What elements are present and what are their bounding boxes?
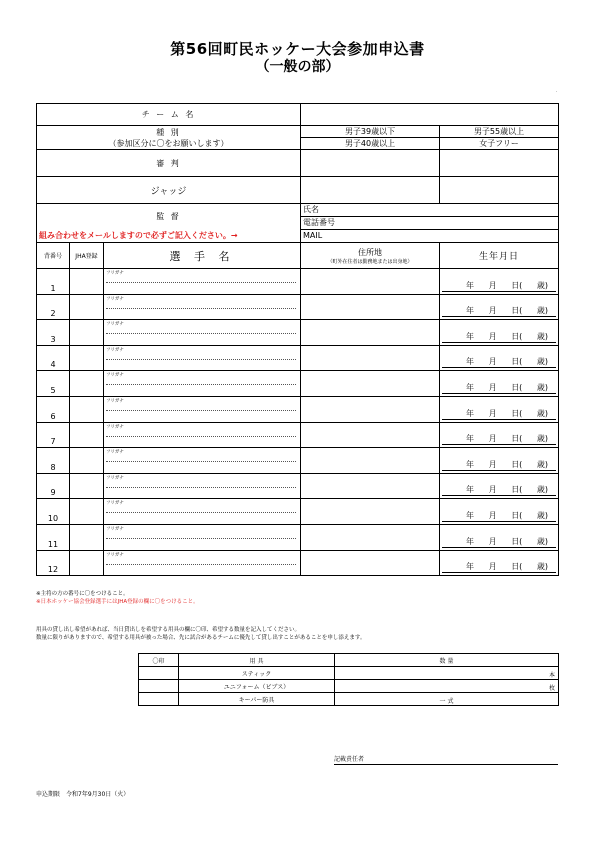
equip-mark-keeper[interactable]	[139, 693, 179, 706]
birth-day-label: 日(	[511, 357, 523, 367]
birth-age-label: 歳)	[536, 331, 549, 341]
player-address-field[interactable]	[301, 396, 440, 422]
category-option-men-39-under[interactable]: 男子39歳以下	[301, 126, 440, 138]
player-row	[37, 371, 559, 397]
col-number-header: 背番号	[37, 243, 70, 269]
player-row	[37, 524, 559, 550]
equip-mark-uniform[interactable]	[139, 680, 179, 693]
player-jha-field[interactable]	[70, 294, 104, 320]
furigana-line	[106, 431, 296, 437]
birth-year-label: 年	[466, 280, 475, 290]
player-name-field[interactable]	[104, 473, 301, 499]
birth-year-label: 年	[466, 562, 475, 572]
player-row	[37, 294, 559, 320]
birth-month-label: 月	[488, 408, 497, 418]
player-birth-field[interactable]	[440, 294, 559, 320]
category-option-men-40-over[interactable]: 男子40歳以上	[301, 138, 440, 150]
player-number[interactable]: 10	[37, 499, 70, 525]
furigana-line	[106, 507, 296, 513]
judge-label: ジャッジ	[37, 177, 301, 204]
manager-phone-field[interactable]: 電話番号	[301, 217, 559, 230]
notes-block	[36, 590, 199, 606]
birth-day-label: 日(	[511, 331, 523, 341]
category-label: 種 別	[156, 127, 181, 137]
corner-mark: .	[556, 88, 558, 93]
player-name-field[interactable]	[104, 345, 301, 371]
team-name-field[interactable]	[301, 104, 559, 126]
player-address-field[interactable]	[301, 294, 440, 320]
player-row	[37, 320, 559, 346]
jha-note: ※日本ホッケー協会登録選手にはJHA登録の欄に〇をつけること。	[36, 599, 199, 605]
birth-age-label: 歳)	[536, 536, 549, 546]
furigana-line	[106, 303, 296, 309]
player-birth-field[interactable]	[440, 396, 559, 422]
col-jha-header: JHA登録	[70, 243, 104, 269]
birth-day-label: 日(	[511, 434, 523, 444]
player-jha-field[interactable]	[70, 422, 104, 448]
form-subtitle: （一般の部）	[255, 59, 340, 75]
manager-label: 監 督	[37, 204, 301, 230]
birth-line	[442, 305, 556, 317]
player-name-field[interactable]	[104, 269, 301, 295]
player-address-field[interactable]	[301, 422, 440, 448]
player-number[interactable]: 4	[37, 345, 70, 371]
birth-month-label: 月	[488, 382, 497, 392]
player-birth-field[interactable]	[440, 524, 559, 550]
player-address-field[interactable]	[301, 524, 440, 550]
equip-header-qty: 数 量	[335, 654, 559, 667]
judge-field-2[interactable]	[440, 177, 559, 204]
col-player-header: 選 手 名	[104, 243, 301, 269]
birth-day-label: 日(	[511, 536, 523, 546]
referee-field-2[interactable]	[440, 150, 559, 177]
player-row	[37, 448, 559, 474]
player-number[interactable]: 5	[37, 371, 70, 397]
birth-age-label: 歳)	[536, 280, 549, 290]
manager-name-field[interactable]: 氏名	[301, 204, 559, 217]
furigana-label: フリガナ	[106, 450, 124, 456]
birth-day-label: 日(	[511, 280, 523, 290]
player-jha-field[interactable]	[70, 524, 104, 550]
player-number[interactable]: 12	[37, 550, 70, 576]
birth-year-label: 年	[466, 382, 475, 392]
birth-month-label: 月	[488, 536, 497, 546]
furigana-label: フリガナ	[106, 475, 124, 481]
furigana-label: フリガナ	[106, 322, 124, 328]
birth-age-label: 歳)	[536, 408, 549, 418]
category-note: （参加区分に〇をお願いします）	[108, 138, 229, 148]
player-name-field[interactable]	[104, 422, 301, 448]
furigana-label: フリガナ	[106, 526, 124, 532]
birth-day-label: 日(	[511, 382, 523, 392]
player-address-field[interactable]	[301, 269, 440, 295]
player-number[interactable]: 1	[37, 269, 70, 295]
player-jha-field[interactable]	[70, 473, 104, 499]
birth-year-label: 年	[466, 306, 475, 316]
player-birth-field[interactable]	[440, 371, 559, 397]
player-number[interactable]: 3	[37, 320, 70, 346]
player-birth-field[interactable]	[440, 269, 559, 295]
player-jha-field[interactable]	[70, 396, 104, 422]
player-number[interactable]: 9	[37, 473, 70, 499]
col-address-header	[301, 243, 440, 269]
birth-line	[442, 459, 556, 471]
birth-line	[442, 561, 556, 573]
furigana-label: フリガナ	[106, 347, 124, 353]
birth-year-label: 年	[466, 434, 475, 444]
birth-month-label: 月	[488, 434, 497, 444]
category-label-cell	[37, 126, 301, 150]
captain-note: ※主将の方の番号に〇をつけること。	[36, 591, 129, 597]
birth-day-label: 日(	[511, 408, 523, 418]
player-name-field[interactable]	[104, 320, 301, 346]
furigana-label: フリガナ	[106, 501, 124, 507]
player-birth-field[interactable]	[440, 345, 559, 371]
player-row	[37, 422, 559, 448]
player-address-field[interactable]	[301, 499, 440, 525]
equipment-note-1: 用具の貸し出し希望があれば、当日貸出しを希望する用具の欄に〇印、希望する数量を記入してください。	[36, 627, 301, 633]
furigana-line	[106, 405, 296, 411]
player-address-field[interactable]	[301, 345, 440, 371]
equip-item-stick: スティック	[179, 667, 335, 680]
player-number[interactable]: 8	[37, 448, 70, 474]
furigana-line	[106, 379, 296, 385]
player-birth-field[interactable]	[440, 448, 559, 474]
birth-age-label: 歳)	[536, 306, 549, 316]
equipment-notes	[36, 626, 365, 642]
player-name-field[interactable]	[104, 499, 301, 525]
birth-line	[442, 484, 556, 496]
furigana-line	[106, 559, 296, 565]
birth-age-label: 歳)	[536, 382, 549, 392]
birth-year-label: 年	[466, 459, 475, 469]
player-jha-field[interactable]	[70, 371, 104, 397]
equip-header-mark: 〇印	[139, 654, 179, 667]
birth-month-label: 月	[488, 459, 497, 469]
birth-age-label: 歳)	[536, 459, 549, 469]
birth-age-label: 歳)	[536, 510, 549, 520]
player-address-field[interactable]	[301, 320, 440, 346]
email-notice: 組み合わせをメールしますので必ずご記入ください。→	[37, 230, 301, 243]
player-row	[37, 269, 559, 295]
birth-month-label: 月	[488, 485, 497, 495]
form-title: 第56回町民ホッケー大会参加申込書	[170, 40, 425, 58]
equip-qty-uniform[interactable]: 枚	[335, 680, 559, 693]
signature-label: 記載責任者	[334, 756, 365, 763]
player-row	[37, 473, 559, 499]
birth-month-label: 月	[488, 306, 497, 316]
player-birth-field[interactable]	[440, 473, 559, 499]
player-jha-field[interactable]	[70, 320, 104, 346]
birth-year-label: 年	[466, 485, 475, 495]
furigana-line	[106, 354, 296, 360]
birth-day-label: 日(	[511, 459, 523, 469]
equip-item-keeper: キーパー防具	[179, 693, 335, 706]
player-row	[37, 550, 559, 576]
birth-day-label: 日(	[511, 562, 523, 572]
player-birth-field[interactable]	[440, 320, 559, 346]
furigana-line	[106, 482, 296, 488]
birth-line	[442, 536, 556, 548]
player-jha-field[interactable]	[70, 499, 104, 525]
player-birth-field[interactable]	[440, 499, 559, 525]
birth-day-label: 日(	[511, 510, 523, 520]
equipment-note-2: 数量に限りがありますので、希望する用具が被った場合、先に試合があるチームに優先して貸し出すことがあることを申し添えます。	[36, 635, 366, 641]
birth-age-label: 歳)	[536, 357, 549, 367]
player-row	[37, 345, 559, 371]
equip-qty-keeper[interactable]: 一 式	[335, 693, 559, 706]
player-address-field[interactable]	[301, 473, 440, 499]
equip-item-uniform: ユニフォーム（ビブス）	[179, 680, 335, 693]
equip-qty-stick[interactable]: 本	[335, 667, 559, 680]
birth-year-label: 年	[466, 331, 475, 341]
birth-month-label: 月	[488, 331, 497, 341]
furigana-line	[106, 277, 296, 283]
application-table	[36, 103, 559, 576]
birth-line	[442, 356, 556, 368]
player-name-field[interactable]	[104, 396, 301, 422]
furigana-line	[106, 328, 296, 334]
birth-line	[442, 510, 556, 522]
player-number[interactable]: 7	[37, 422, 70, 448]
birth-day-label: 日(	[511, 485, 523, 495]
player-number[interactable]: 2	[37, 294, 70, 320]
player-row	[37, 396, 559, 422]
furigana-label: フリガナ	[106, 373, 124, 379]
player-name-field[interactable]	[104, 294, 301, 320]
player-jha-field[interactable]	[70, 269, 104, 295]
equip-mark-stick[interactable]	[139, 667, 179, 680]
birth-age-label: 歳)	[536, 434, 549, 444]
deadline-text: 申込期限 令和7年9月30日（火）	[36, 791, 130, 798]
player-name-field[interactable]	[104, 448, 301, 474]
birth-line	[442, 382, 556, 394]
birth-month-label: 月	[488, 562, 497, 572]
team-name-label: チ ー ム 名	[37, 104, 301, 126]
player-address-field[interactable]	[301, 371, 440, 397]
referee-label: 審 判	[37, 150, 301, 177]
judge-field-1[interactable]	[301, 177, 440, 204]
player-name-field[interactable]	[104, 550, 301, 576]
player-address-field[interactable]	[301, 550, 440, 576]
category-option-men-55-over[interactable]: 男子55歳以上	[440, 126, 559, 138]
furigana-label: フリガナ	[106, 296, 124, 302]
birth-age-label: 歳)	[536, 485, 549, 495]
furigana-line	[106, 533, 296, 539]
player-jha-field[interactable]	[70, 448, 104, 474]
birth-year-label: 年	[466, 357, 475, 367]
birth-year-label: 年	[466, 408, 475, 418]
player-jha-field[interactable]	[70, 550, 104, 576]
player-address-field[interactable]	[301, 448, 440, 474]
birth-month-label: 月	[488, 280, 497, 290]
birth-month-label: 月	[488, 357, 497, 367]
col-birth-header: 生年月日	[440, 243, 559, 269]
player-row	[37, 499, 559, 525]
manager-mail-field[interactable]: MAIL	[301, 230, 559, 243]
birth-year-label: 年	[466, 510, 475, 520]
furigana-label: フリガナ	[106, 424, 124, 430]
player-birth-field[interactable]	[440, 422, 559, 448]
col-address-note: （町外在住者は勤務地または出身地）	[327, 258, 413, 265]
category-option-women-free[interactable]: 女子フリー	[440, 138, 559, 150]
birth-line	[442, 331, 556, 343]
player-number[interactable]: 11	[37, 524, 70, 550]
birth-year-label: 年	[466, 536, 475, 546]
birth-day-label: 日(	[511, 306, 523, 316]
player-jha-field[interactable]	[70, 345, 104, 371]
furigana-label: フリガナ	[106, 552, 124, 558]
furigana-label: フリガナ	[106, 398, 124, 404]
birth-line	[442, 433, 556, 445]
equipment-table	[138, 653, 559, 706]
birth-line	[442, 280, 556, 292]
signature-field[interactable]	[334, 754, 558, 765]
furigana-label: フリガナ	[106, 271, 124, 276]
referee-field-1[interactable]	[301, 150, 440, 177]
player-name-field[interactable]	[104, 524, 301, 550]
player-name-field[interactable]	[104, 371, 301, 397]
birth-line	[442, 408, 556, 420]
furigana-line	[106, 456, 296, 462]
birth-month-label: 月	[488, 510, 497, 520]
birth-age-label: 歳)	[536, 562, 549, 572]
player-number[interactable]: 6	[37, 396, 70, 422]
equip-header-item: 用 具	[179, 654, 335, 667]
col-address-label: 住所地	[358, 247, 383, 257]
player-birth-field[interactable]	[440, 550, 559, 576]
